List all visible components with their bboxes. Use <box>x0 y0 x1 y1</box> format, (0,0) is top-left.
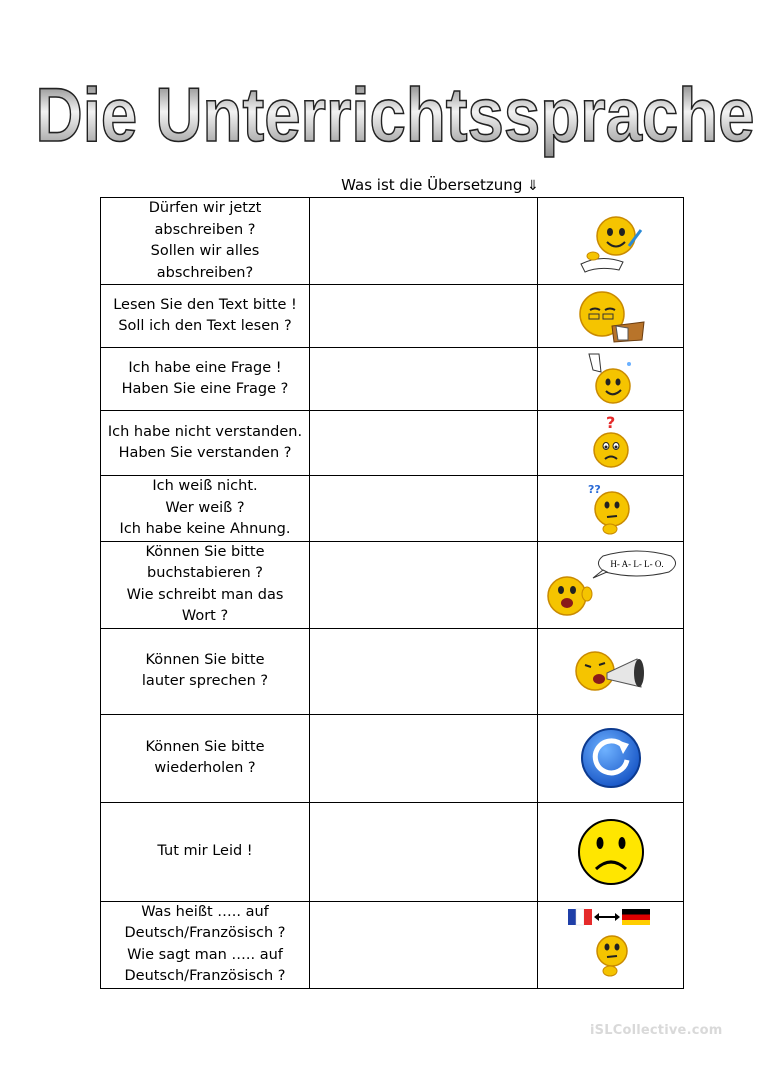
phrase-line: Wie schreibt man das <box>126 586 284 603</box>
table-row <box>101 714 684 802</box>
phrase-table <box>100 197 684 989</box>
down-arrow-icon: ⇓ <box>527 178 539 194</box>
table-row <box>101 198 684 285</box>
repeat-arrow-icon <box>579 726 643 790</box>
picture-cell <box>538 198 684 285</box>
phrase-line: Sollen wir alles <box>150 243 260 259</box>
phrase-cell <box>101 541 310 628</box>
phrase-cell <box>101 714 310 802</box>
reading-smiley-icon <box>572 288 650 344</box>
translation-cell[interactable] <box>310 348 538 411</box>
table-row <box>101 285 684 348</box>
confused-question-smiley-icon <box>586 414 636 472</box>
translation-cell[interactable] <box>310 541 538 628</box>
translation-cell[interactable] <box>310 411 538 476</box>
phrase-line: buchstabieren ? <box>147 565 263 581</box>
phrase-line: Wer weiß ? <box>165 499 245 516</box>
translation-cell[interactable] <box>310 285 538 348</box>
phrase-line: Können Sie bitte <box>145 651 265 668</box>
phrase-line: wiederholen ? <box>154 760 256 776</box>
phrase-line: Ich habe nicht verstanden. <box>107 423 303 440</box>
translation-cell[interactable] <box>310 198 538 285</box>
phrase-cell <box>101 348 310 411</box>
phrase-line: abschreiben? <box>156 264 254 281</box>
picture-cell <box>538 411 684 476</box>
table-row <box>101 348 684 411</box>
phrase-line: Tut mir Leid ! <box>157 842 253 859</box>
phrase-line: lauter sprechen ? <box>141 673 269 689</box>
phrase-cell <box>101 198 310 285</box>
phrase-cell <box>101 411 310 476</box>
writing-smiley-icon <box>571 206 651 276</box>
hand-raised-smiley-icon <box>581 350 641 408</box>
phrase-line: Was heißt ….. auf <box>141 903 269 920</box>
translation-cell[interactable] <box>310 901 538 988</box>
table-row <box>101 541 684 628</box>
phrase-line: Können Sie bitte <box>145 543 265 560</box>
picture-cell <box>538 348 684 411</box>
page-title: Die Unterrichtssprache <box>35 73 755 159</box>
phrase-line: abschreiben ? <box>154 221 256 238</box>
megaphone-smiley-icon <box>571 641 651 701</box>
speech-bubble-text: H- A- L- L- O. <box>609 558 664 569</box>
phrase-line: Lesen Sie den Text bitte ! <box>113 296 297 313</box>
picture-cell <box>538 802 684 901</box>
spelling-smiley-icon <box>541 550 681 620</box>
phrase-line: Haben Sie eine Frage ? <box>121 381 289 397</box>
phrase-line: Wie sagt man ….. auf <box>127 946 283 963</box>
table-row <box>101 802 684 901</box>
phrase-cell <box>101 476 310 542</box>
phrase-line: Haben Sie verstanden ? <box>118 445 292 461</box>
phrase-line: Deutsch/Französisch ? <box>124 968 286 984</box>
flags-translation-smiley-icon <box>566 905 656 985</box>
translation-header-label: Was ist die Übersetzung <box>341 176 523 194</box>
phrase-cell <box>101 802 310 901</box>
picture-cell <box>538 901 684 988</box>
translation-cell[interactable] <box>310 714 538 802</box>
table-row <box>101 628 684 714</box>
table-row <box>101 476 684 542</box>
phrase-cell <box>101 901 310 988</box>
picture-cell <box>538 714 684 802</box>
phrase-line: Ich habe keine Ahnung. <box>119 521 291 537</box>
phrase-line: Können Sie bitte <box>145 738 265 755</box>
translation-cell[interactable] <box>310 476 538 542</box>
picture-cell <box>538 476 684 542</box>
sad-face-icon <box>576 817 646 887</box>
picture-cell <box>538 541 684 628</box>
svg-text:?: ? <box>605 414 615 432</box>
phrase-line: Ich weiß nicht. <box>152 478 258 494</box>
table-row <box>101 901 684 988</box>
phrase-line: Soll ich den Text lesen ? <box>118 318 292 334</box>
svg-text:??: ?? <box>587 483 601 497</box>
page-title-area <box>0 56 763 166</box>
translation-cell[interactable] <box>310 628 538 714</box>
phrase-cell <box>101 285 310 348</box>
picture-cell <box>538 628 684 714</box>
translation-column-header <box>310 176 570 194</box>
thinking-smiley-icon <box>584 479 638 537</box>
phrase-line: Dürfen wir jetzt <box>148 200 262 216</box>
phrase-line: Wort ? <box>181 608 229 624</box>
phrase-line: Deutsch/Französisch ? <box>124 925 286 941</box>
phrase-line: Ich habe eine Frage ! <box>128 359 282 376</box>
table-row <box>101 411 684 476</box>
watermark: iSLCollective.com <box>590 1023 723 1038</box>
phrase-cell <box>101 628 310 714</box>
picture-cell <box>538 285 684 348</box>
translation-cell[interactable] <box>310 802 538 901</box>
